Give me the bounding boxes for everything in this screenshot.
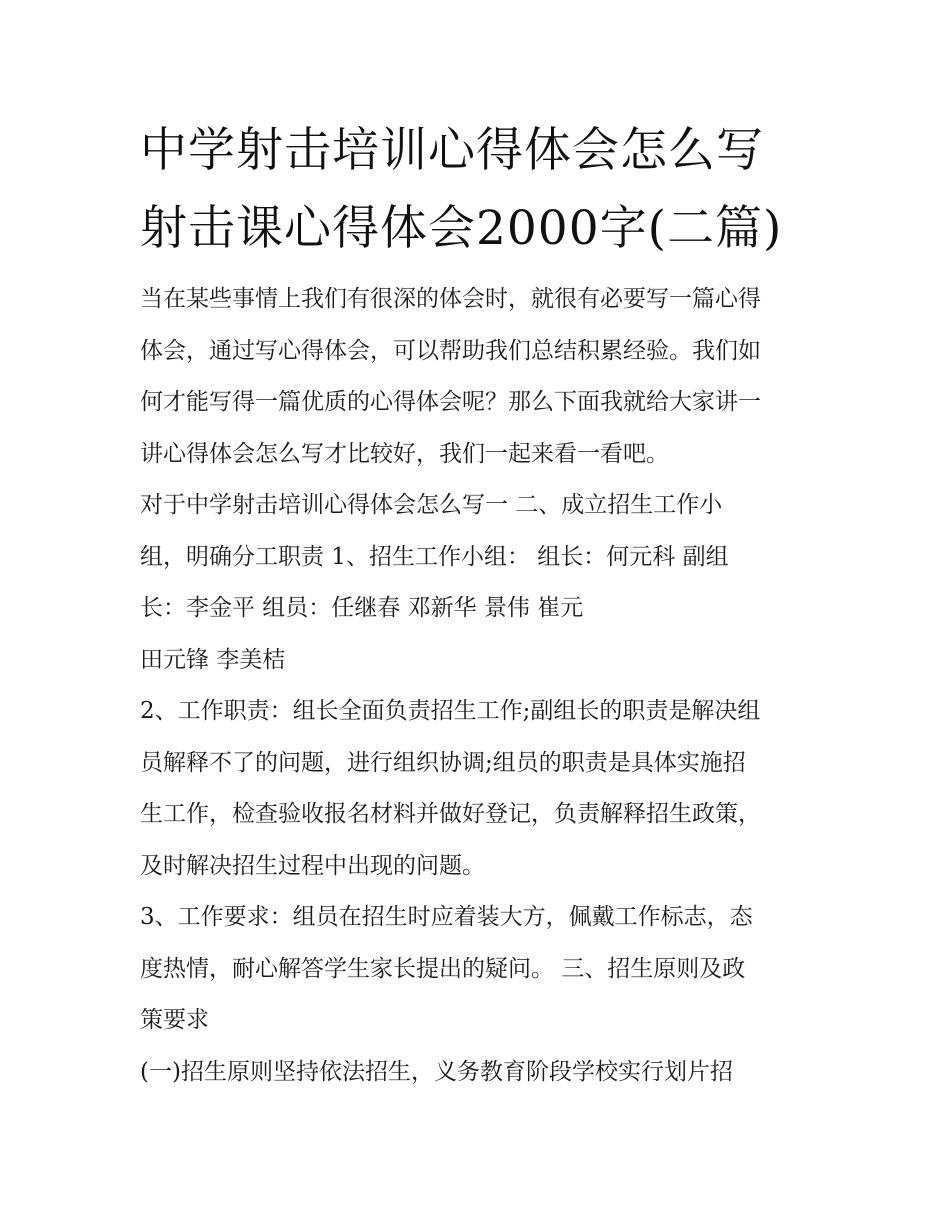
body-line: 生工作，检查验收报名材料并做好登记，负责解释招生政策， [140,801,761,827]
body-line: 田元锋 李美桔 [140,646,286,673]
body-line: (一)招生原则坚持依法招生，义务教育阶段学校实行划片招 [140,1058,733,1085]
body-line: 何才能写得一篇优质的心得体会呢？那么下面我就给大家讲一 [140,389,761,415]
body-line: 讲心得体会怎么写才比较好，我们一起来看一看吧。 [140,440,669,467]
body-line: 当在某些事情上我们有很深的体会时，就很有必要写一篇心得 [140,286,761,312]
body-line: 长：李金平 组员：任继春 邓新华 景伟 崔元 [140,595,584,621]
title-line: 射击课心得体会2000字(二篇) [140,201,783,256]
body-line: 组，明确分工职责 1、招生工作小组： 组长：何元科 副组 [140,543,729,570]
document-title [140,112,830,268]
body-line: 员解释不了的问题，进行组织协调;组员的职责是具体实施招 [140,749,746,776]
title-line: 中学射击培训心得体会怎么写 [140,123,764,178]
body-line: 度热情，耐心解答学生家长提出的疑问。 三、招生原则及政 [140,955,746,982]
body-line: 及时解决招生过程中出现的问题。 [140,852,485,879]
body-line: 2、工作职责：组长全面负责招生工作;副组长的职责是解决组 [140,698,761,724]
body-line: 对于中学射击培训心得体会怎么写一 二、成立招生工作小 [140,492,723,518]
document-body [140,274,830,1098]
body-line: 3、工作要求：组员在招生时应着装大方，佩戴工作标志，态 [140,904,753,930]
body-line: 策要求 [140,1007,209,1033]
body-line: 体会，通过写心得体会，可以帮助我们总结积累经验。我们如 [140,337,761,364]
